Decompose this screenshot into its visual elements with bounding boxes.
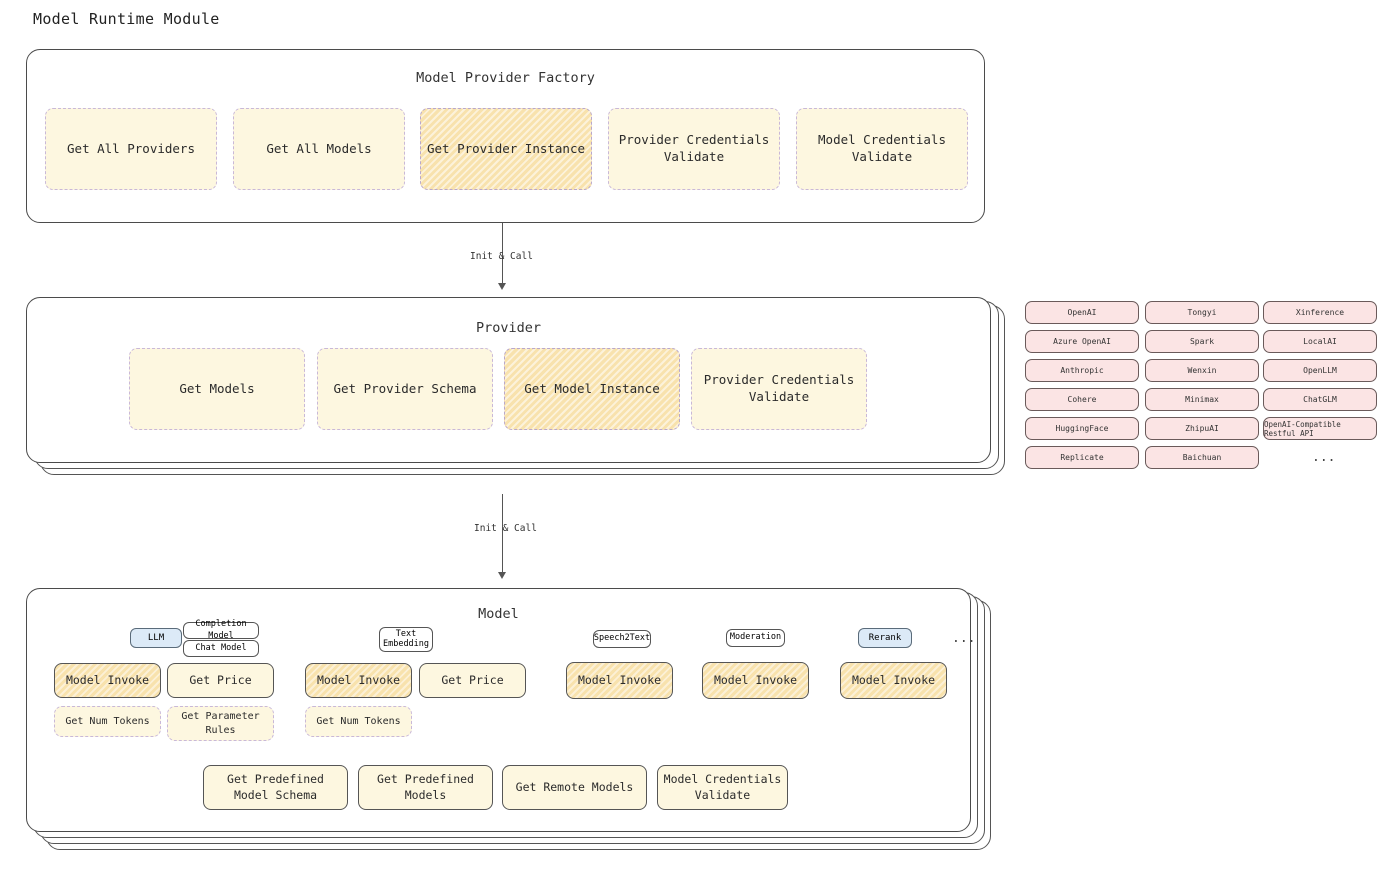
provider-chip-label: Anthropic	[1060, 366, 1104, 375]
provider-chip-anthropic[interactable]	[1025, 359, 1139, 382]
speech2text-node-model-invoke[interactable]	[566, 662, 673, 699]
provider-chip-minimax[interactable]	[1145, 388, 1259, 411]
llm-node-model-invoke[interactable]	[54, 663, 161, 698]
provider-chip-label: LocalAI	[1303, 337, 1337, 346]
node-label: Model Invoke	[577, 672, 662, 687]
provider-chip-label: Xinference	[1295, 308, 1345, 317]
node-label: Get Predefined Models	[377, 771, 474, 802]
provider-chip-openllm[interactable]	[1263, 359, 1377, 382]
provider-chip-baichuan[interactable]	[1145, 446, 1259, 469]
arrow-factory-to-provider-head	[498, 283, 506, 290]
node-label: Get Price	[189, 672, 252, 687]
llm-node-get-price[interactable]	[167, 663, 274, 698]
provider-chip-label: Spark	[1189, 337, 1215, 346]
provider-chip-huggingface[interactable]	[1025, 417, 1139, 440]
model-type-label: Rerank	[868, 632, 902, 643]
model-type-label: Moderation	[729, 632, 782, 643]
provider-chip-zhipuai[interactable]	[1145, 417, 1259, 440]
embedding-node-get-price[interactable]	[419, 663, 526, 698]
factory-node-get-provider-instance[interactable]	[420, 108, 592, 190]
embedding-node-model-invoke[interactable]	[305, 663, 412, 698]
providers-list-more: ...	[1312, 450, 1336, 465]
shared-node-get-predefined-model-schema[interactable]	[203, 765, 348, 810]
llm-node-get-num-tokens[interactable]	[54, 706, 161, 737]
factory-node-provider-credentials-validate[interactable]	[608, 108, 780, 190]
llm-node-get-parameter-rules[interactable]	[167, 706, 274, 741]
provider-chip-label: Tongyi	[1187, 308, 1217, 317]
provider-chip-label: Minimax	[1185, 395, 1219, 404]
provider-chip-azure-openai[interactable]	[1025, 330, 1139, 353]
provider-chip-cohere[interactable]	[1025, 388, 1139, 411]
node-label: Get Predefined Model Schema	[227, 771, 324, 802]
factory-node-label: Get All Models	[266, 140, 372, 156]
provider-node-get-provider-schema[interactable]	[317, 348, 493, 430]
arrow-provider-to-model-line	[502, 494, 503, 574]
model-type-chip-chat-model[interactable]	[183, 640, 259, 657]
node-label: Model Invoke	[316, 672, 401, 687]
page-title: Model Runtime Module	[33, 10, 220, 28]
provider-chip-replicate[interactable]	[1025, 446, 1139, 469]
arrow-provider-to-model-head	[498, 572, 506, 579]
arrow-label-init-call-2: Init & Call	[474, 523, 537, 534]
provider-node-get-models[interactable]	[129, 348, 305, 430]
provider-node-label: Get Provider Schema	[333, 380, 477, 396]
node-label: Get Num Tokens	[316, 715, 401, 727]
provider-chip-label: ZhipuAI	[1185, 424, 1219, 433]
provider-chip-label: Replicate	[1060, 453, 1104, 462]
moderation-node-model-invoke[interactable]	[702, 662, 809, 699]
provider-chip-label: OpenAI-Compatible Restful API	[1264, 419, 1341, 438]
shared-node-model-credentials-validate[interactable]	[657, 765, 788, 810]
provider-chip-label: OpenLLM	[1303, 366, 1337, 375]
arrow-label-init-call-1: Init & Call	[470, 251, 533, 262]
provider-title: Provider	[475, 320, 542, 336]
node-label: Get Price	[441, 672, 504, 687]
rerank-node-model-invoke[interactable]	[840, 662, 947, 699]
model-type-chip-completion-model[interactable]	[183, 619, 259, 641]
provider-chip-label: Azure OpenAI	[1053, 337, 1111, 346]
provider-chip-tongyi[interactable]	[1145, 301, 1259, 324]
node-label: Model Invoke	[65, 672, 150, 687]
model-type-chip-moderation[interactable]	[726, 629, 785, 647]
provider-chip-label: Wenxin	[1187, 366, 1217, 375]
provider-chip-label: ChatGLM	[1303, 395, 1337, 404]
factory-node-model-credentials-validate[interactable]	[796, 108, 968, 190]
model-type-chip-speech2text[interactable]	[593, 630, 651, 648]
provider-node-label: Get Model Instance	[524, 380, 660, 396]
factory-node-get-all-providers[interactable]	[45, 108, 217, 190]
provider-chip-openai-compatible[interactable]	[1263, 417, 1377, 440]
model-type-label: Speech2Text	[593, 633, 651, 644]
node-label: Get Remote Models	[515, 779, 634, 794]
node-label: Get Num Tokens	[65, 715, 150, 727]
provider-chip-label: OpenAI	[1067, 308, 1097, 317]
shared-node-get-predefined-models[interactable]	[358, 765, 493, 810]
node-label: Get Parameter Rules	[181, 711, 260, 736]
model-type-label: LLM	[147, 632, 165, 643]
provider-chip-localai[interactable]	[1263, 330, 1377, 353]
factory-node-label: Get Provider Instance	[426, 140, 586, 156]
provider-chip-label: HuggingFace	[1055, 424, 1109, 433]
node-label: Model Invoke	[713, 672, 798, 687]
model-type-label: Text Embedding	[382, 628, 430, 649]
provider-chip-spark[interactable]	[1145, 330, 1259, 353]
model-type-chip-llm[interactable]	[130, 628, 182, 648]
shared-node-get-remote-models[interactable]	[502, 765, 647, 810]
factory-node-label: Get All Providers	[67, 140, 195, 156]
model-type-label: Chat Model	[195, 642, 247, 653]
provider-chip-xinference[interactable]	[1263, 301, 1377, 324]
model-types-more: ...	[952, 631, 976, 646]
provider-node-provider-credentials-validate[interactable]	[691, 348, 867, 430]
provider-chip-label: Baichuan	[1182, 453, 1222, 462]
provider-chip-wenxin[interactable]	[1145, 359, 1259, 382]
model-type-chip-rerank[interactable]	[858, 628, 912, 648]
provider-node-label: Provider Credentials Validate	[703, 372, 855, 404]
model-type-label: Completion Model	[195, 619, 247, 641]
factory-node-get-all-models[interactable]	[233, 108, 405, 190]
embedding-node-get-num-tokens[interactable]	[305, 706, 412, 737]
node-label: Model Credentials Validate	[663, 771, 782, 802]
factory-node-label: Model Credentials Validate	[818, 132, 946, 164]
model-type-chip-text-embedding[interactable]	[379, 627, 433, 652]
provider-node-get-model-instance[interactable]	[504, 348, 680, 430]
provider-node-label: Get Models	[179, 380, 255, 396]
provider-chip-label: Cohere	[1067, 395, 1097, 404]
factory-title: Model Provider Factory	[416, 70, 595, 86]
factory-node-label: Provider Credentials Validate	[618, 132, 770, 164]
provider-chip-chatglm[interactable]	[1263, 388, 1377, 411]
model-title: Model	[478, 606, 519, 622]
provider-chip-openai[interactable]	[1025, 301, 1139, 324]
node-label: Model Invoke	[851, 672, 936, 687]
